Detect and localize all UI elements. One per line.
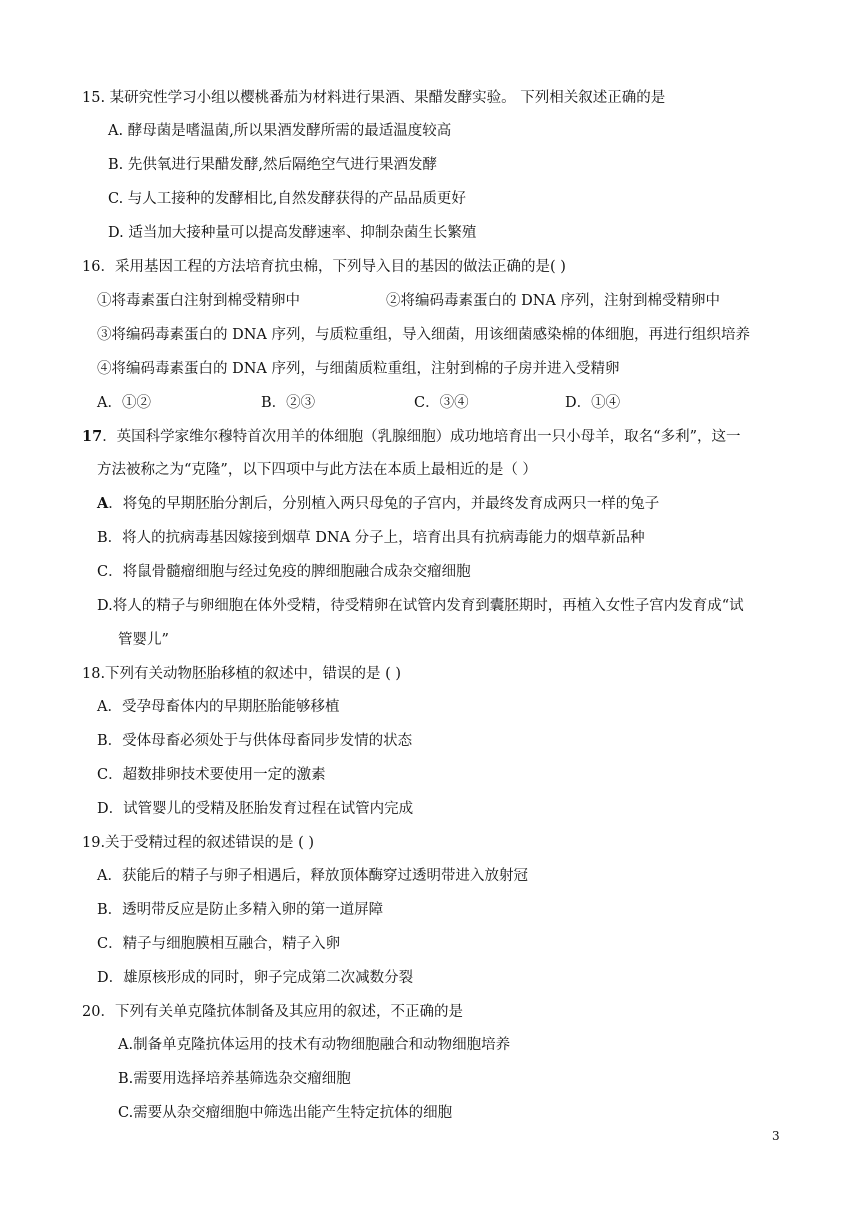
- question-15-option-c: C. 与人工接种的发酵相比,自然发酵获得的产品品质更好: [108, 191, 466, 207]
- question-18-stem: 18.下列有关动物胚胎移植的叙述中，错误的是 ( ): [82, 666, 402, 682]
- question-20-option-b: B.需要用选择培养基筛选杂交瘤细胞: [118, 1071, 351, 1087]
- question-17-option-d-line-1: D.将人的精子与卵细胞在体外受精，待受精卵在试管内发育到囊胚期时，再植入女性子宫内发育成“试: [97, 598, 744, 614]
- question-17-stem: [82, 427, 741, 447]
- question-15-option-a: A. 酵母菌是嗜温菌,所以果酒发酵所需的最适温度较高: [108, 123, 452, 139]
- question-16-item-2: ②将编码毒素蛋白的 DNA 序列，注射到棉受精卵中: [386, 293, 721, 309]
- question-16-choice-a: A．①②: [97, 395, 151, 411]
- question-17-stem-line-2: 方法被称之为“克隆”，以下四项中与此方法在本质上最相近的是（ ）: [97, 462, 537, 478]
- question-20-option-a: A.制备单克隆抗体运用的技术有动物细胞融合和动物细胞培养: [118, 1037, 511, 1053]
- question-17-option-b: B．将人的抗病毒基因嫁接到烟草 DNA 分子上，培育出具有抗病毒能力的烟草新品种: [97, 530, 645, 546]
- question-17-option-c: C．将鼠骨髓瘤细胞与经过免疫的脾细胞融合成杂交瘤细胞: [97, 564, 471, 580]
- question-16-stem: 16．采用基因工程的方法培育抗虫棉，下列导入目的基因的做法正确的是( ): [82, 259, 566, 275]
- question-16-choice-c: C．③④: [414, 395, 469, 411]
- question-15-option-b: B. 先供氧进行果醋发酵,然后隔绝空气进行果酒发酵: [108, 157, 437, 173]
- question-18-option-d: D．试管婴儿的受精及胚胎发育过程在试管内完成: [97, 801, 414, 817]
- question-15-stem: 15. 某研究性学习小组以樱桃番茄为材料进行果酒、果醋发酵实验。 下列相关叙述正确的是: [82, 90, 666, 106]
- question-19-option-b: B．透明带反应是防止多精入卵的第一道屏障: [97, 902, 384, 918]
- question-15-option-d: D. 适当加大接种量可以提高发酵速率、抑制杂菌生长繁殖: [108, 225, 477, 241]
- question-17-option-a: [97, 494, 659, 514]
- question-16-item-1: ①将毒素蛋白注射到棉受精卵中: [97, 293, 300, 309]
- question-16-choice-d: D．①④: [565, 395, 621, 411]
- question-16-item-3: ③将编码毒素蛋白的 DNA 序列，与质粒重组，导入细菌，用该细菌感染棉的体细胞，再进行组织培养: [97, 327, 750, 343]
- question-17-number: 17: [82, 428, 103, 445]
- question-18-option-b: B．受体母畜必须处于与供体母畜同步发情的状态: [97, 733, 413, 749]
- question-19-option-a: A．获能后的精子与卵子相遇后，释放顶体酶穿过透明带进入放射冠: [97, 868, 528, 884]
- question-20-stem: 20．下列有关单克隆抗体制备及其应用的叙述，不正确的是: [82, 1004, 463, 1020]
- question-19-stem: 19.关于受精过程的叙述错误的是 ( ): [82, 835, 315, 851]
- question-18-option-c: C．超数排卵技术要使用一定的激素: [97, 767, 326, 783]
- question-19-option-d: D．雄原核形成的同时，卵子完成第二次减数分裂: [97, 970, 414, 986]
- question-17-option-d-line-2: 管婴儿”: [118, 632, 169, 648]
- question-17-option-a-letter: A: [97, 495, 109, 512]
- question-19-option-c: C．精子与细胞膜相互融合，精子入卵: [97, 936, 341, 952]
- question-18-option-a: A．受孕母畜体内的早期胚胎能够移植: [97, 699, 340, 715]
- question-16-item-4: ④将编码毒素蛋白的 DNA 序列，与细菌质粒重组，注射到棉的子房并进入受精卵: [97, 361, 620, 377]
- question-20-option-c: C.需要从杂交瘤细胞中筛选出能产生特定抗体的细胞: [118, 1105, 453, 1121]
- question-17-stem-line-1: ．英国科学家维尔穆特首次用羊的体细胞（乳腺细胞）成功地培育出一只小母羊，取名“多利”，这一: [102, 429, 741, 445]
- question-17-option-a-text: ．将兔的早期胚胎分割后，分别植入两只母兔的子宫内，并最终发育成两只一样的兔子: [108, 496, 660, 512]
- question-16-choice-b: B．②③: [261, 395, 316, 411]
- page-number: 3: [772, 1129, 780, 1143]
